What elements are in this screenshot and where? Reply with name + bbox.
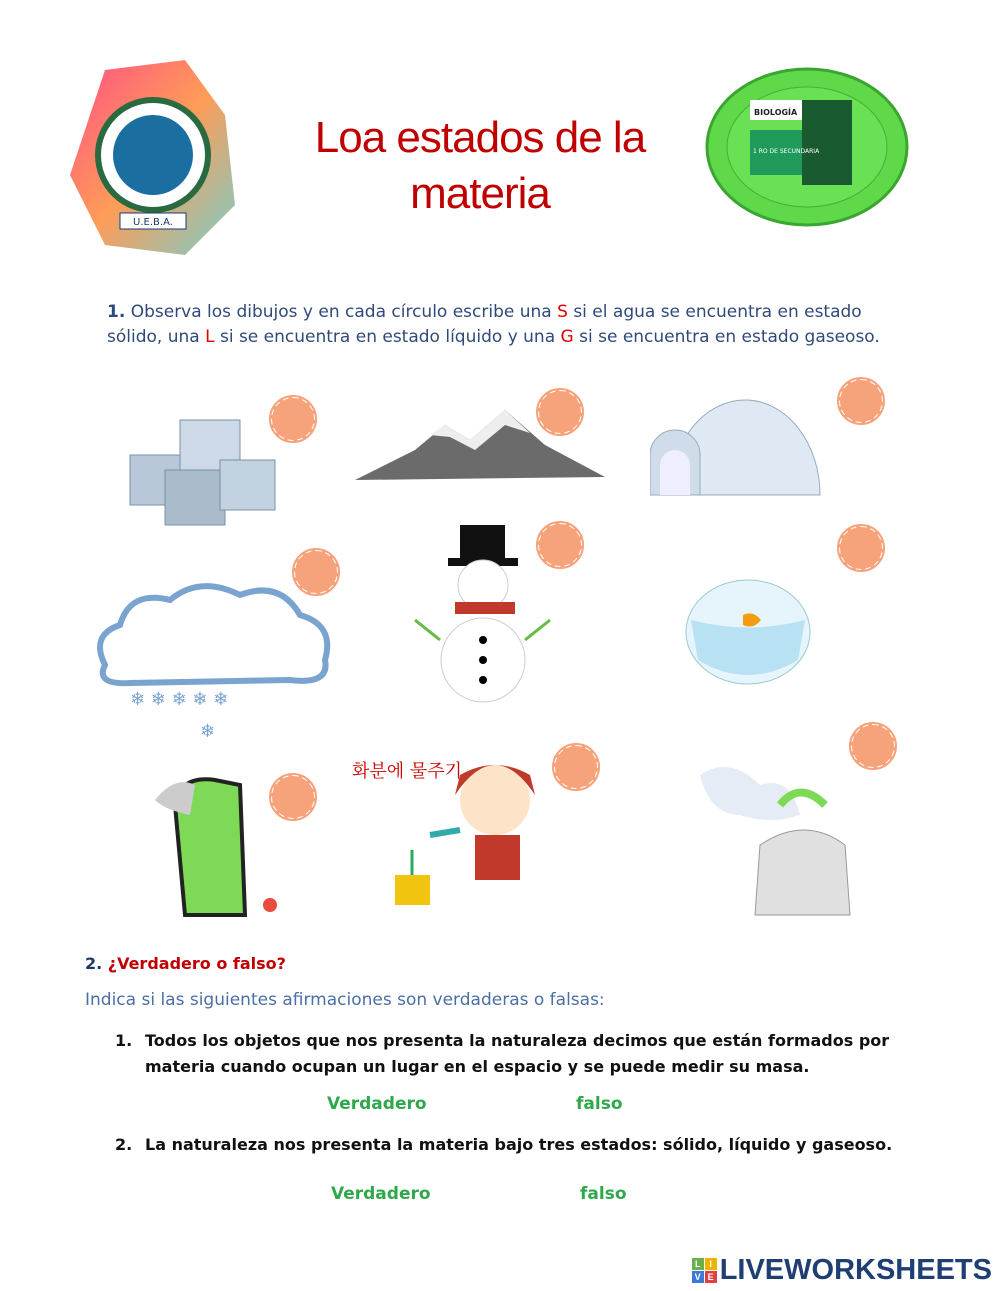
svg-text:❄: ❄ — [200, 721, 216, 742]
boiling-kettle-picture — [690, 755, 860, 925]
steam-iron-picture — [155, 765, 285, 925]
statement-2-true-option[interactable]: Verdadero — [331, 1184, 431, 1204]
korean-caption: 화분에 물주기 — [352, 761, 463, 782]
answer-circle-watering[interactable] — [553, 744, 599, 790]
snow-cloud-picture — [90, 565, 340, 745]
ice-cubes-picture — [120, 405, 280, 530]
question-2-subtitle: Indica si las siguientes afirmaciones son verdaderas o falsas: — [85, 990, 605, 1010]
igloo-picture — [650, 385, 830, 500]
svg-text:❄ ❄ ❄ ❄ ❄: ❄ ❄ ❄ ❄ ❄ — [130, 689, 229, 710]
answer-circle-ice-cubes[interactable] — [270, 396, 316, 442]
answer-circle-snowman[interactable] — [537, 522, 583, 568]
question-1-instructions: 1. Observa los dibujos y en cada círculo escribe una S si el agua se encuentra en estado sólido, una L si se encuentra en estado líquido y una G si se encuentra en estado gaseoso. — [107, 302, 880, 347]
liveworksheets-brand: LIVEWORKSHEETS — [719, 1254, 992, 1286]
statement-1-false-option[interactable]: falso — [576, 1094, 623, 1114]
girl-watering-plant-picture — [380, 755, 585, 915]
answer-circle-mountain[interactable] — [537, 389, 583, 435]
liveworksheets-squares-icon: L I V E — [692, 1258, 717, 1283]
statement-2-false-option[interactable]: falso — [580, 1184, 627, 1204]
answer-circle-cloud[interactable] — [293, 549, 339, 595]
statement-1-true-option[interactable]: Verdadero — [327, 1094, 427, 1114]
answer-circle-iron[interactable] — [270, 774, 316, 820]
svg-text:BIOLOGÍA: BIOLOGÍA — [754, 108, 798, 117]
biology-badge — [705, 65, 910, 230]
statement-1: 1. Todos los objetos que nos presenta la naturaleza decimos que están formados por materia cuando ocupan un lugar en el espacio y se puede medir su masa. — [115, 1031, 890, 1076]
school-logo — [65, 55, 240, 260]
fishbowl-picture — [683, 570, 813, 690]
page-title: Loa estados de la materia — [314, 113, 646, 218]
statement-2: 2. La naturaleza nos presenta la materia bajo tres estados: sólido, líquido y gaseoso. — [115, 1135, 893, 1154]
school-logo-text: U.E.B.A. — [133, 217, 173, 228]
liveworksheets-logo[interactable] — [692, 1254, 992, 1287]
answer-circle-igloo[interactable] — [838, 378, 884, 424]
svg-text:1 RO DE SECUNDARIA: 1 RO DE SECUNDARIA — [753, 148, 820, 155]
question-2-heading: 2. ¿Verdadero o falso? — [85, 954, 286, 973]
answer-circle-fishbowl[interactable] — [838, 525, 884, 571]
answer-circle-kettle[interactable] — [850, 723, 896, 769]
